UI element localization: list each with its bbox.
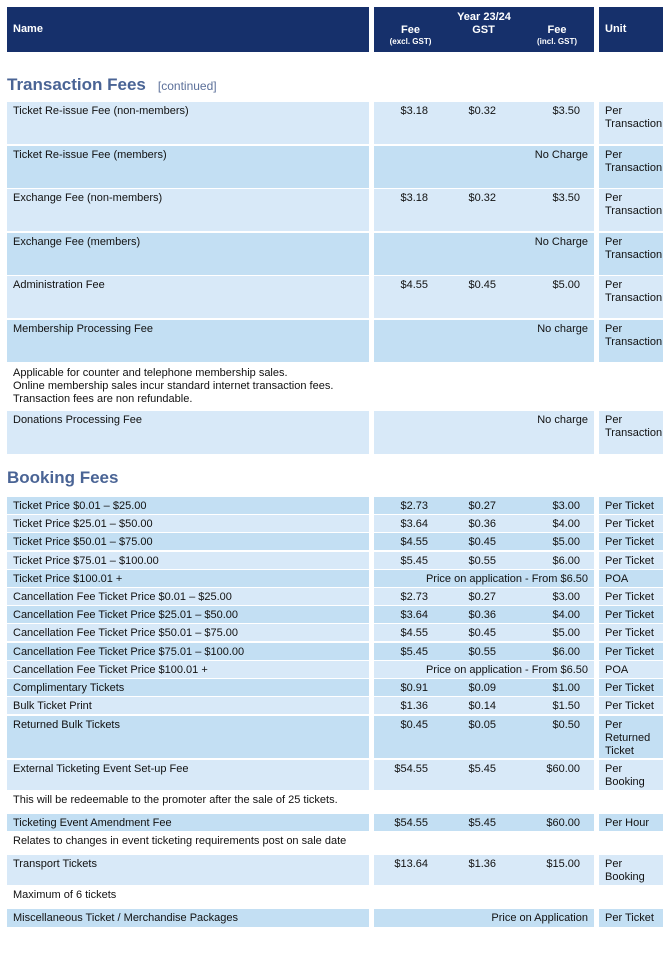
fee-excl-gst: $3.18 bbox=[400, 105, 428, 117]
name-cell bbox=[7, 716, 369, 758]
value-cell bbox=[374, 515, 594, 532]
table-row bbox=[7, 146, 663, 188]
gst-amount: $0.55 bbox=[468, 555, 496, 567]
header-name-label: Name bbox=[13, 23, 43, 35]
unit-cell bbox=[599, 411, 663, 454]
unit-cell bbox=[599, 855, 663, 885]
name-cell bbox=[7, 697, 369, 714]
name-cell bbox=[7, 760, 369, 790]
fee-excl-gst: $2.73 bbox=[400, 500, 428, 512]
row-name: Donations Processing Fee bbox=[13, 414, 143, 426]
note-line: Maximum of 6 tickets bbox=[13, 889, 117, 901]
fee-incl-gst: $3.50 bbox=[552, 192, 580, 204]
value-cell bbox=[374, 233, 594, 275]
fee-incl-gst: $60.00 bbox=[546, 817, 580, 829]
value-cell bbox=[374, 606, 594, 623]
unit-cell bbox=[599, 697, 663, 714]
note-line: Online membership sales incur standard internet transaction fees. bbox=[13, 380, 334, 392]
gst-amount: $0.45 bbox=[468, 279, 496, 291]
row-name: Miscellaneous Ticket / Merchandise Packages bbox=[13, 912, 238, 924]
fee-excl-gst: $13.64 bbox=[394, 858, 428, 870]
unit-cell bbox=[599, 276, 663, 318]
section-title-booking-fees bbox=[7, 468, 118, 488]
name-cell bbox=[7, 679, 369, 696]
unit-cell bbox=[599, 552, 663, 569]
name-cell bbox=[7, 909, 369, 927]
fee-excl-gst: $3.64 bbox=[400, 518, 428, 530]
fee-excl-gst: $5.45 bbox=[400, 555, 428, 567]
row-unit: POA bbox=[605, 664, 629, 676]
table-row bbox=[7, 552, 663, 569]
fee-span-text: No Charge bbox=[534, 149, 588, 161]
row-name: Cancellation Fee Ticket Price $50.01 – $75.00 bbox=[13, 627, 239, 639]
gst-amount: $5.45 bbox=[468, 763, 496, 775]
value-cell bbox=[374, 760, 594, 790]
value-cell bbox=[374, 909, 594, 927]
row-name: Complimentary Tickets bbox=[13, 682, 125, 694]
table-row bbox=[7, 276, 663, 318]
row-unit: Per Transaction bbox=[605, 414, 663, 439]
fee-incl-gst: $3.00 bbox=[552, 500, 580, 512]
unit-cell bbox=[599, 102, 663, 144]
table-row bbox=[7, 320, 663, 362]
row-name: Administration Fee bbox=[13, 279, 105, 291]
row-unit: Per Ticket bbox=[605, 536, 654, 548]
table-row bbox=[7, 624, 663, 641]
fee-incl-gst: $6.00 bbox=[552, 555, 580, 567]
value-cell bbox=[374, 533, 594, 550]
table-note bbox=[7, 364, 663, 408]
header-fee-excl-label: Fee bbox=[401, 24, 420, 36]
table-row bbox=[7, 497, 663, 514]
row-name: Ticket Price $100.01 + bbox=[13, 573, 123, 585]
table-row bbox=[7, 233, 663, 275]
fee-excl-gst: $1.36 bbox=[400, 700, 428, 712]
row-unit: Per Ticket bbox=[605, 555, 654, 567]
row-unit: Per Returned Ticket bbox=[605, 719, 651, 757]
table-row bbox=[7, 661, 663, 678]
fee-span-text: No Charge bbox=[534, 236, 588, 248]
row-name: Cancellation Fee Ticket Price $0.01 – $25.00 bbox=[13, 591, 232, 603]
note-line: Applicable for counter and telephone membership sales. bbox=[13, 367, 288, 379]
unit-cell bbox=[599, 624, 663, 641]
row-unit: Per Ticket bbox=[605, 518, 654, 530]
row-unit: Per Booking bbox=[605, 858, 645, 883]
table-row bbox=[7, 570, 663, 587]
gst-amount: $0.36 bbox=[468, 609, 496, 621]
name-cell bbox=[7, 411, 369, 454]
fee-incl-gst: $5.00 bbox=[552, 279, 580, 291]
row-name: Membership Processing Fee bbox=[13, 323, 154, 335]
name-cell bbox=[7, 233, 369, 275]
fee-incl-gst: $6.00 bbox=[552, 646, 580, 658]
row-name: Exchange Fee (non-members) bbox=[13, 192, 163, 204]
row-name: Ticket Price $75.01 – $100.00 bbox=[13, 555, 159, 567]
name-cell bbox=[7, 661, 369, 678]
fee-incl-gst: $3.00 bbox=[552, 591, 580, 603]
name-cell bbox=[7, 643, 369, 660]
table-row bbox=[7, 814, 663, 831]
header-unit-label: Unit bbox=[605, 23, 627, 35]
fee-excl-gst: $4.55 bbox=[400, 536, 428, 548]
row-name: Ticket Price $0.01 – $25.00 bbox=[13, 500, 147, 512]
header-fee-incl-sub: (incl. GST) bbox=[537, 37, 577, 46]
unit-cell bbox=[599, 661, 663, 678]
row-name: Ticket Price $50.01 – $75.00 bbox=[13, 536, 153, 548]
row-unit: Per Transaction bbox=[605, 192, 663, 217]
name-cell bbox=[7, 570, 369, 587]
gst-amount: $1.36 bbox=[468, 858, 496, 870]
unit-cell bbox=[599, 814, 663, 831]
gst-amount: $0.27 bbox=[468, 500, 496, 512]
value-cell bbox=[374, 552, 594, 569]
note-line: Relates to changes in event ticketing requirements post on sale date bbox=[13, 835, 347, 847]
unit-cell bbox=[599, 320, 663, 362]
fee-span-text: No charge bbox=[537, 414, 588, 426]
table-row bbox=[7, 533, 663, 550]
fee-incl-gst: $1.50 bbox=[552, 700, 580, 712]
unit-cell bbox=[599, 606, 663, 623]
value-cell bbox=[374, 643, 594, 660]
unit-cell bbox=[599, 533, 663, 550]
unit-cell bbox=[599, 760, 663, 790]
value-cell bbox=[374, 276, 594, 318]
fee-incl-gst: $4.00 bbox=[552, 518, 580, 530]
gst-amount: $0.45 bbox=[468, 627, 496, 639]
row-name: Cancellation Fee Ticket Price $25.01 – $50.00 bbox=[13, 609, 239, 621]
row-unit: Per Ticket bbox=[605, 591, 654, 603]
value-cell bbox=[374, 320, 594, 362]
row-unit: Per Ticket bbox=[605, 700, 654, 712]
value-cell bbox=[374, 697, 594, 714]
value-cell bbox=[374, 855, 594, 885]
table-row bbox=[7, 411, 663, 454]
name-cell bbox=[7, 189, 369, 231]
name-cell bbox=[7, 320, 369, 362]
unit-cell bbox=[599, 716, 663, 758]
header-fee-incl-label: Fee bbox=[547, 24, 567, 36]
value-cell bbox=[374, 588, 594, 605]
row-name: Ticketing Event Amendment Fee bbox=[13, 817, 172, 829]
name-cell bbox=[7, 146, 369, 188]
name-cell bbox=[7, 276, 369, 318]
fee-excl-gst: $4.55 bbox=[400, 279, 428, 291]
gst-amount: $0.32 bbox=[468, 105, 496, 117]
table-row bbox=[7, 679, 663, 696]
table-row bbox=[7, 909, 663, 927]
fee-incl-gst: $4.00 bbox=[552, 609, 580, 621]
fee-excl-gst: $54.55 bbox=[394, 817, 428, 829]
fee-excl-gst: $0.91 bbox=[400, 682, 428, 694]
row-name: Ticket Price $25.01 – $50.00 bbox=[13, 518, 153, 530]
name-cell bbox=[7, 624, 369, 641]
fee-excl-gst: $54.55 bbox=[394, 763, 428, 775]
header-fee-excl-sub: (excl. GST) bbox=[389, 37, 432, 46]
header-gst-label: GST bbox=[472, 24, 495, 36]
row-name: Ticket Re-issue Fee (members) bbox=[13, 149, 167, 161]
section-title-text: Transaction Fees bbox=[7, 75, 146, 94]
name-cell bbox=[7, 588, 369, 605]
value-cell bbox=[374, 570, 594, 587]
value-cell bbox=[374, 661, 594, 678]
note-line: This will be redeemable to the promoter after the sale of 25 tickets. bbox=[13, 794, 338, 806]
row-unit: POA bbox=[605, 573, 629, 585]
name-cell bbox=[7, 515, 369, 532]
header-year-label: Year 23/24 bbox=[457, 11, 511, 23]
unit-cell bbox=[599, 233, 663, 275]
row-unit: Per Transaction bbox=[605, 149, 663, 174]
fee-span-text: Price on application - From $6.50 bbox=[425, 664, 588, 676]
table-row bbox=[7, 855, 663, 885]
table-row bbox=[7, 189, 663, 231]
unit-cell bbox=[599, 515, 663, 532]
name-cell bbox=[7, 102, 369, 144]
row-unit: Per Ticket bbox=[605, 500, 654, 512]
note-line: Transaction fees are non refundable. bbox=[13, 393, 193, 405]
gst-amount: $5.45 bbox=[468, 817, 496, 829]
row-unit: Per Transaction bbox=[605, 323, 663, 348]
gst-amount: $0.27 bbox=[468, 591, 496, 603]
gst-amount: $0.55 bbox=[468, 646, 496, 658]
fee-incl-gst: $1.00 bbox=[552, 682, 580, 694]
table-row bbox=[7, 760, 663, 790]
gst-amount: $0.45 bbox=[468, 536, 496, 548]
gst-amount: $0.36 bbox=[468, 518, 496, 530]
fee-span-text: No charge bbox=[537, 323, 588, 335]
section-title-text: Booking Fees bbox=[7, 468, 119, 487]
unit-cell bbox=[599, 643, 663, 660]
fee-excl-gst: $3.64 bbox=[400, 609, 428, 621]
unit-cell bbox=[599, 189, 663, 231]
table-note bbox=[7, 886, 663, 906]
table-row bbox=[7, 606, 663, 623]
table-row bbox=[7, 515, 663, 532]
unit-cell bbox=[599, 909, 663, 927]
fee-excl-gst: $5.45 bbox=[400, 646, 428, 658]
row-unit: Per Ticket bbox=[605, 646, 654, 658]
fee-incl-gst: $5.00 bbox=[552, 536, 580, 548]
unit-cell bbox=[599, 588, 663, 605]
fee-incl-gst: $3.50 bbox=[552, 105, 580, 117]
row-name: Transport Tickets bbox=[13, 858, 97, 870]
section-continued-label: [continued] bbox=[157, 79, 217, 93]
row-unit: Per Transaction bbox=[605, 236, 663, 261]
value-cell bbox=[374, 102, 594, 144]
fee-excl-gst: $2.73 bbox=[400, 591, 428, 603]
row-unit: Per Transaction bbox=[605, 105, 663, 130]
name-cell bbox=[7, 814, 369, 831]
row-name: Bulk Ticket Print bbox=[13, 700, 92, 712]
value-cell bbox=[374, 411, 594, 454]
table-row bbox=[7, 716, 663, 758]
table-row bbox=[7, 697, 663, 714]
name-cell bbox=[7, 855, 369, 885]
row-unit: Per Ticket bbox=[605, 682, 654, 694]
header-fees-cell bbox=[374, 7, 594, 52]
value-cell bbox=[374, 679, 594, 696]
row-name: External Ticketing Event Set-up Fee bbox=[13, 763, 189, 775]
header-gst bbox=[447, 24, 520, 36]
fee-excl-gst: $4.55 bbox=[400, 627, 428, 639]
fee-span-text: Price on application - From $6.50 bbox=[425, 573, 588, 585]
header-fee-excl bbox=[374, 24, 447, 48]
fee-excl-gst: $0.45 bbox=[400, 719, 428, 731]
table-note bbox=[7, 832, 663, 852]
fee-incl-gst: $60.00 bbox=[546, 763, 580, 775]
row-name: Ticket Re-issue Fee (non-members) bbox=[13, 105, 189, 117]
fee-incl-gst: $15.00 bbox=[546, 858, 580, 870]
row-unit: Per Booking bbox=[605, 763, 645, 788]
value-cell bbox=[374, 814, 594, 831]
name-cell bbox=[7, 497, 369, 514]
row-unit: Per Ticket bbox=[605, 609, 654, 621]
header-fee-incl bbox=[520, 24, 594, 48]
value-cell bbox=[374, 189, 594, 231]
table-row bbox=[7, 588, 663, 605]
unit-cell bbox=[599, 146, 663, 188]
unit-cell bbox=[599, 497, 663, 514]
row-name: Exchange Fee (members) bbox=[13, 236, 141, 248]
row-unit: Per Hour bbox=[605, 817, 650, 829]
gst-amount: $0.09 bbox=[468, 682, 496, 694]
value-cell bbox=[374, 146, 594, 188]
section-title-transaction-fees bbox=[7, 75, 217, 95]
value-cell bbox=[374, 497, 594, 514]
unit-cell bbox=[599, 570, 663, 587]
header-unit-cell bbox=[599, 7, 663, 52]
table-row bbox=[7, 643, 663, 660]
row-name: Returned Bulk Tickets bbox=[13, 719, 120, 731]
name-cell bbox=[7, 533, 369, 550]
name-cell bbox=[7, 552, 369, 569]
value-cell bbox=[374, 624, 594, 641]
name-cell bbox=[7, 606, 369, 623]
row-name: Cancellation Fee Ticket Price $100.01 + bbox=[13, 664, 208, 676]
row-unit: Per Ticket bbox=[605, 912, 654, 924]
unit-cell bbox=[599, 679, 663, 696]
row-name: Cancellation Fee Ticket Price $75.01 – $100.00 bbox=[13, 646, 245, 658]
table-row bbox=[7, 102, 663, 144]
gst-amount: $0.14 bbox=[468, 700, 496, 712]
table-note bbox=[7, 791, 663, 811]
fee-incl-gst: $0.50 bbox=[552, 719, 580, 731]
fee-span-text: Price on Application bbox=[491, 912, 588, 924]
row-unit: Per Transaction bbox=[605, 279, 663, 304]
row-unit: Per Ticket bbox=[605, 627, 654, 639]
value-cell bbox=[374, 716, 594, 758]
fee-incl-gst: $5.00 bbox=[552, 627, 580, 639]
fee-excl-gst: $3.18 bbox=[400, 192, 428, 204]
gst-amount: $0.32 bbox=[468, 192, 496, 204]
gst-amount: $0.05 bbox=[468, 719, 496, 731]
header-name-cell bbox=[7, 7, 369, 52]
